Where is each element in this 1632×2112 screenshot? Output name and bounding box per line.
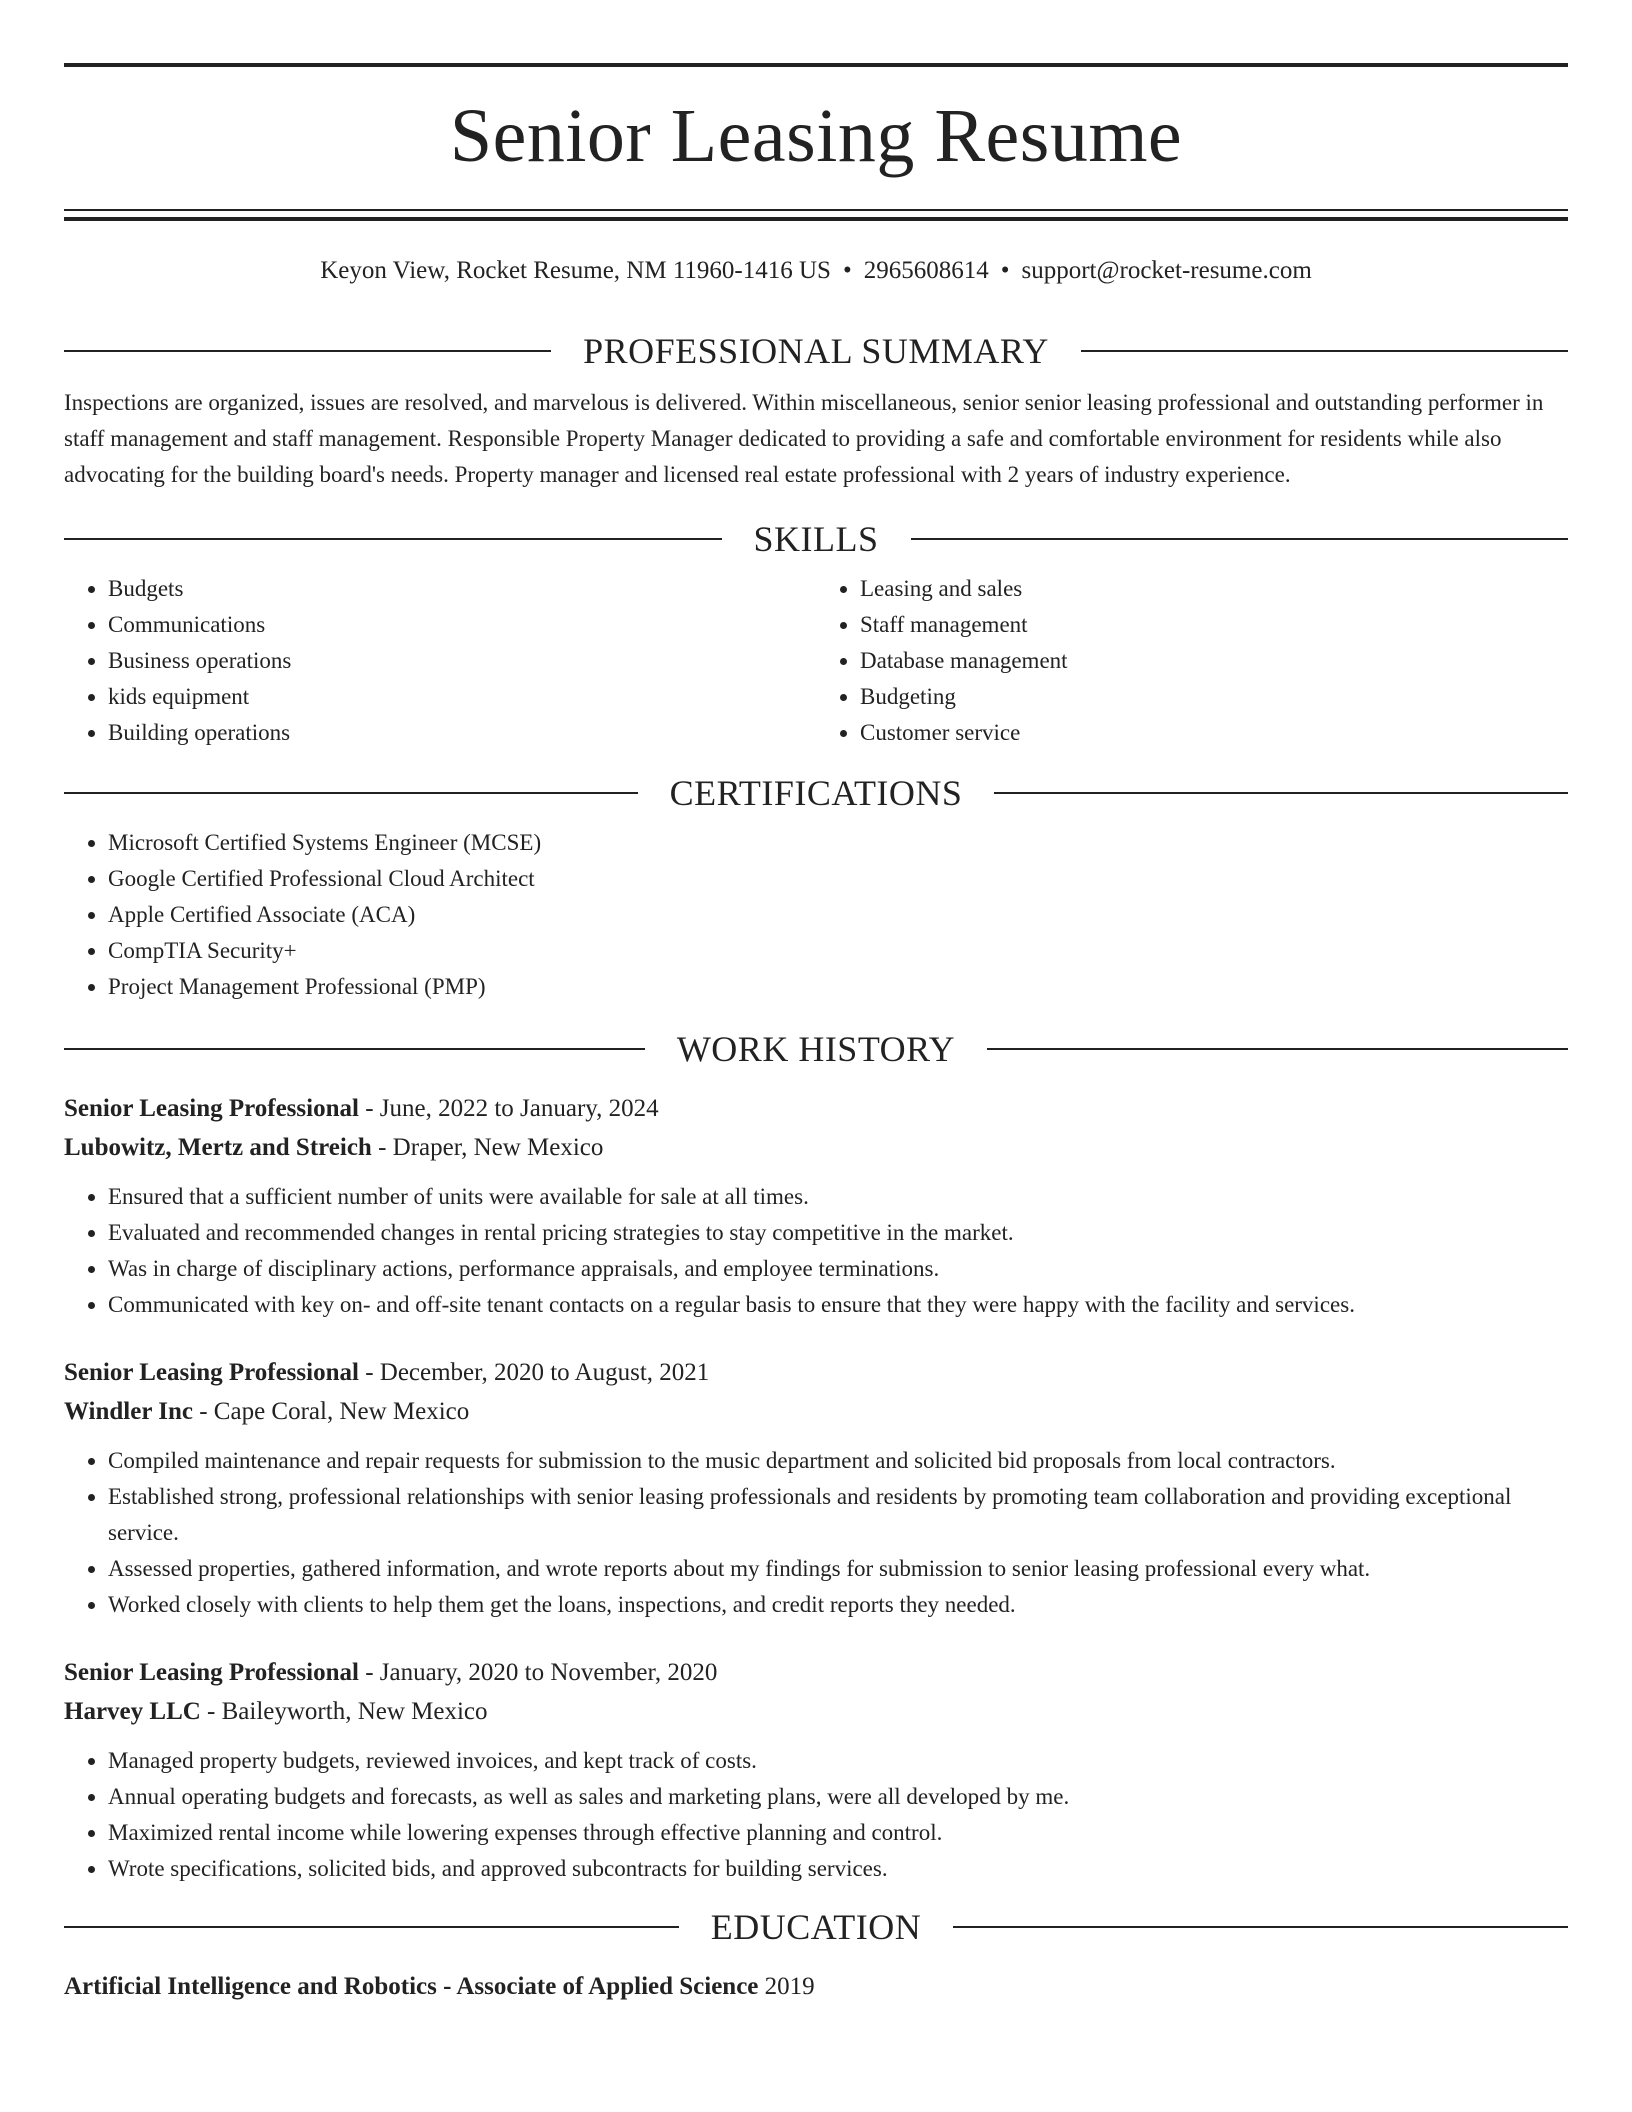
heading-line-left (64, 792, 638, 794)
job-bullet: • Worked closely with clients to help them get the loans, inspections, and credit reports they needed. (108, 1587, 1568, 1623)
job-bullets (64, 1179, 1568, 1323)
heading-line-left (64, 538, 722, 540)
job-bullet: • Communicated with key on- and off-site tenant contacts on a regular basis to ensure that they were happy with the facility and services. (108, 1287, 1568, 1323)
job-bullets (64, 1443, 1568, 1623)
education-heading (64, 1905, 1568, 1949)
certification-item: • Project Management Professional (PMP) (108, 969, 1568, 1005)
job-company: Harvey LLC (64, 1698, 201, 1725)
job-company-line (64, 1692, 1568, 1731)
summary-text: Inspections are organized, issues are resolved, and marvelous is delivered. Within miscellaneous, senior senior leasing professional and outstanding performer in staff management and staff management. Responsible Property Manager dedicated to providing a safe and comfortable environment for residents while also advocating for the building board's needs. Property manager and licensed real estate professional with 2 years of industry experience. (64, 390, 1544, 487)
skill-item: • Leasing and sales (860, 571, 1568, 607)
contact-email: support@rocket-resume.com (1021, 257, 1312, 284)
certifications-heading (64, 771, 1568, 815)
job-dates: - June, 2022 to January, 2024 (358, 1095, 659, 1122)
job-company: Windler Inc (64, 1398, 193, 1425)
job-title: Senior Leasing Professional (64, 1359, 359, 1386)
certification-item: • Google Certified Professional Cloud Architect (108, 861, 1568, 897)
job-bullet: • Established strong, professional relationships with senior leasing professionals and residents by promoting team collaboration and providing exceptional service. (108, 1479, 1568, 1551)
job-bullet: • Evaluated and recommended changes in rental pricing strategies to stay competitive in the market. (108, 1215, 1568, 1251)
title-rule-upper (64, 209, 1568, 211)
job-bullet: • Compiled maintenance and repair requests for submission to the music department and solicited bid proposals from local contractors. (108, 1443, 1568, 1479)
job-bullet: • Maximized rental income while lowering expenses through effective planning and control. (108, 1815, 1568, 1851)
contact-phone: 2965608614 (863, 257, 989, 284)
work-history-heading (64, 1027, 1568, 1071)
job-entry (64, 1089, 1568, 1323)
education-entry (64, 1967, 1568, 2006)
job-bullet: • Annual operating budgets and forecasts, as well as sales and marketing plans, were all developed by me. (108, 1779, 1568, 1815)
skill-item: • Database management (860, 643, 1568, 679)
resume-page (64, 0, 1568, 2006)
heading-line-left (64, 1048, 645, 1050)
job-title-line (64, 1089, 1568, 1128)
heading-line-right (1081, 350, 1568, 352)
certification-item: • Microsoft Certified Systems Engineer (MCSE) (108, 825, 1568, 861)
job-title: Senior Leasing Professional (64, 1659, 359, 1686)
contact-separator: • (1000, 257, 1010, 284)
job-dates: - January, 2020 to November, 2020 (358, 1659, 718, 1686)
skill-item: • Customer service (860, 715, 1568, 751)
job-title-line (64, 1653, 1568, 1692)
work-history-heading-label: WORK HISTORY (676, 1029, 956, 1069)
contact-separator: • (842, 257, 852, 284)
job-company: Lubowitz, Mertz and Streich (64, 1134, 372, 1161)
heading-line-left (64, 1926, 679, 1928)
education-degree: Artificial Intelligence and Robotics (64, 1973, 437, 2000)
heading-line-left (64, 350, 551, 352)
certification-item: • CompTIA Security+ (108, 933, 1568, 969)
page-title: Senior Leasing Resume (449, 94, 1183, 178)
summary-heading (64, 329, 1568, 373)
job-dates: - December, 2020 to August, 2021 (358, 1359, 710, 1386)
job-bullet: • Wrote specifications, solicited bids, and approved subcontracts for building services. (108, 1851, 1568, 1887)
skill-item: • kids equipment (108, 679, 816, 715)
contact-address: Keyon View, Rocket Resume, NM 11960-1416 US (320, 257, 831, 284)
title-rule-lower (64, 217, 1568, 221)
job-company-line (64, 1128, 1568, 1167)
education-heading-label: EDUCATION (710, 1907, 922, 1947)
skill-item: • Building operations (108, 715, 816, 751)
summary-heading-label: PROFESSIONAL SUMMARY (583, 331, 1049, 371)
skills-heading (64, 517, 1568, 561)
certification-item: • Apple Certified Associate (ACA) (108, 897, 1568, 933)
certifications-list (64, 825, 1568, 1005)
skill-item: • Communications (108, 607, 816, 643)
skill-item: • Budgets (108, 571, 816, 607)
job-location: - Cape Coral, New Mexico (192, 1398, 470, 1425)
job-entry (64, 1653, 1568, 1887)
skill-item: • Budgeting (860, 679, 1568, 715)
education-school: - Associate of Applied Science (436, 1973, 759, 2000)
job-bullet: • Ensured that a sufficient number of units were available for sale at all times. (108, 1179, 1568, 1215)
skills-grid (64, 561, 1568, 751)
contact-line (64, 255, 1568, 287)
job-company-line (64, 1392, 1568, 1431)
job-entry (64, 1353, 1568, 1623)
job-location: - Draper, New Mexico (371, 1134, 604, 1161)
education-year: 2019 (758, 1973, 815, 2000)
job-bullet: • Managed property budgets, reviewed invoices, and kept track of costs. (108, 1743, 1568, 1779)
heading-line-right (987, 1048, 1568, 1050)
job-title-line (64, 1353, 1568, 1392)
skills-list-left (64, 571, 816, 751)
job-bullet: • Assessed properties, gathered information, and wrote reports about my findings for submission to senior leasing professional every what. (108, 1551, 1568, 1587)
skills-heading-label: SKILLS (753, 519, 879, 559)
heading-line-right (994, 792, 1568, 794)
skills-list-right (816, 571, 1568, 751)
job-title: Senior Leasing Professional (64, 1095, 359, 1122)
skill-item: • Staff management (860, 607, 1568, 643)
job-location: - Baileyworth, New Mexico (200, 1698, 488, 1725)
job-bullets (64, 1743, 1568, 1887)
job-bullet: • Was in charge of disciplinary actions, performance appraisals, and employee terminations. (108, 1251, 1568, 1287)
heading-line-right (953, 1926, 1568, 1928)
skill-item: • Business operations (108, 643, 816, 679)
certifications-heading-label: CERTIFICATIONS (669, 773, 963, 813)
heading-line-right (911, 538, 1569, 540)
